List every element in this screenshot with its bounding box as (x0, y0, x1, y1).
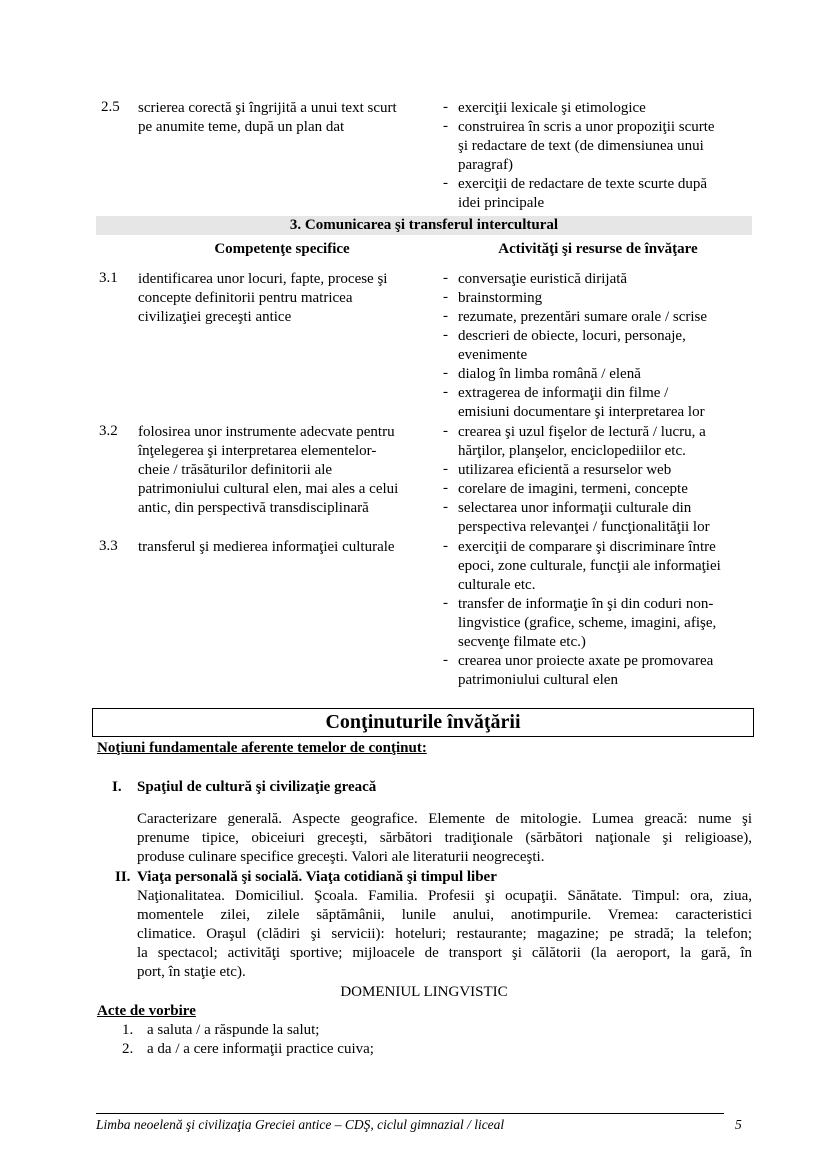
activity-line: perspectiva relevanţei / funcţionalităţii lor (458, 519, 710, 535)
domain-title: DOMENIUL LINGVISTIC (340, 984, 508, 1000)
activity-line: idei principale (458, 195, 545, 211)
page-number: 5 (735, 1117, 742, 1132)
column-header-competences: Competenţe specifice (214, 241, 350, 257)
footer-rule (96, 1113, 724, 1114)
competence-line: concepte definitorii pentru matricea (138, 290, 353, 306)
paragraph-line: climatice. Oraşul (clădiri şi servicii): hoteluri; restaurante; magazine; pe stradă; la telefon; (137, 926, 752, 942)
list-number: 1. (122, 1022, 134, 1038)
activity-line: corelare de imagini, termeni, concepte (458, 481, 688, 497)
acts-title: Acte de vorbire (97, 1003, 196, 1019)
activity-line: epoci, zone culturale, funcţii ale informaţiei (458, 558, 721, 574)
activity-line: secvenţe filmate etc.) (458, 634, 586, 650)
paragraph-line: la spectacol; activităţi sportive; mijloacele de transport şi călătorii (la aeroport, la gară, în (137, 945, 752, 961)
part-roman-numeral: I. (112, 779, 122, 795)
content-subheading: Noţiuni fundamentale aferente temelor de conţinut: (97, 740, 427, 756)
bullet-dash: - (443, 175, 448, 191)
footer-text: Limba neoelenă şi civilizaţia Greciei antice – CDŞ, ciclul gimnazial / liceal (96, 1117, 505, 1132)
bullet-dash: - (443, 384, 448, 400)
bullet-dash: - (443, 308, 448, 324)
competence-line: înţelegerea şi interpretarea elementelor- (138, 443, 377, 459)
competence-line: transferul şi medierea informaţiei culturale (138, 539, 395, 555)
activity-line: descrieri de obiecte, locuri, personaje, (458, 328, 686, 344)
bullet-dash: - (443, 499, 448, 515)
activity-line: exerciţii de comparare şi discriminare între (458, 539, 716, 555)
activity-line: lingvistice (grafice, scheme, imagini, afişe, (458, 615, 717, 631)
list-item: a saluta / a răspunde la salut; (147, 1022, 320, 1038)
paragraph-line: momentele zilei, zilele săptămânii, lunile anului, anotimpurile. Vremea: caracteristici (137, 907, 752, 923)
paragraph-line: prenume tipice, obiceiuri greceşti, sărbători tradiţionale (sărbători naţionale şi religioase), (137, 830, 752, 846)
competence-line: antic, din perspectivă transdisciplinară (138, 500, 369, 516)
competence-line: pe anumite teme, după un plan dat (138, 119, 345, 135)
row-number: 3.3 (99, 538, 118, 554)
activity-line: şi redactare de text (de dimensiunea unui (458, 138, 704, 154)
competence-line: cheie / trăsăturilor definitorii ale (138, 462, 333, 478)
activity-line: crearea unor proiecte axate pe promovarea (458, 653, 714, 669)
bullet-dash: - (443, 365, 448, 381)
bullet-dash: - (443, 327, 448, 343)
activity-line: construirea în scris a unor propoziţii scurte (458, 119, 715, 135)
competence-line: identificarea unor locuri, fapte, procese şi (138, 271, 388, 287)
row-number: 3.2 (99, 423, 118, 439)
activity-line: culturale etc. (458, 577, 536, 593)
activity-line: extragerea de informaţii din filme / (458, 385, 669, 401)
column-header-activities: Activităţi şi resurse de învăţare (498, 241, 698, 257)
content-heading: Conţinuturile învăţării (325, 711, 521, 733)
paragraph-line: port, în staţie etc). (137, 964, 246, 980)
activity-line: patrimoniului cultural elen (458, 672, 618, 688)
competence-line: folosirea unor instrumente adecvate pentru (138, 424, 395, 440)
activity-line: exerciţii de redactare de texte scurte după (458, 176, 708, 192)
row-number: 3.1 (99, 270, 118, 286)
list-item: a da / a cere informaţii practice cuiva; (147, 1041, 374, 1057)
activity-line: crearea şi uzul fişelor de lectură / lucru, a (458, 424, 706, 440)
competence-line: patrimoniului cultural elen, mai ales a celui (138, 481, 399, 497)
activity-line: exerciţii lexicale şi etimologice (458, 100, 646, 116)
activity-line: paragraf) (458, 157, 513, 173)
bullet-dash: - (443, 118, 448, 134)
section-title: 3. Comunicarea şi transferul intercultural (289, 217, 559, 233)
activity-line: utilizarea eficientă a resurselor web (458, 462, 672, 478)
bullet-dash: - (443, 289, 448, 305)
bullet-dash: - (443, 423, 448, 439)
bullet-dash: - (443, 480, 448, 496)
part-title: Viaţa personală şi socială. Viaţa cotidiană şi timpul liber (137, 869, 497, 885)
competence-line: scrierea corectă şi îngrijită a unui text scurt (138, 100, 397, 116)
part-title: Spaţiul de cultură şi civilizaţie greacă (137, 779, 377, 795)
activity-line: conversaţie euristică dirijată (458, 271, 628, 287)
paragraph-line: produse culinare specifice greceşti. Valori ale literaturii neogreceşti. (137, 849, 545, 865)
competence-line: civilizaţiei greceşti antice (138, 309, 292, 325)
paragraph-line: Naţionalitatea. Domiciliul. Şcoala. Familia. Profesii şi ocupaţii. Sănătate. Timpul: ora, ziua, (137, 888, 752, 904)
activity-line: rezumate, prezentări sumare orale / scrise (458, 309, 708, 325)
activity-line: brainstorming (458, 290, 543, 306)
activity-line: evenimente (458, 347, 528, 363)
activity-line: emisiuni documentare şi interpretarea lor (458, 404, 705, 420)
bullet-dash: - (443, 652, 448, 668)
bullet-dash: - (443, 595, 448, 611)
part-roman-numeral: II. (115, 869, 131, 885)
list-number: 2. (122, 1041, 134, 1057)
paragraph-line: Caracterizare generală. Aspecte geografice. Elemente de mitologie. Lumea greacă: nume şi (137, 811, 752, 827)
row-number: 2.5 (101, 99, 120, 115)
activity-line: hărţilor, planşelor, enciclopediilor etc. (458, 443, 686, 459)
bullet-dash: - (443, 99, 448, 115)
activity-line: dialog în limba română / elenă (458, 366, 641, 382)
activity-line: transfer de informaţie în şi din coduri non- (458, 596, 714, 612)
activity-line: selectarea unor informaţii culturale din (458, 500, 692, 516)
bullet-dash: - (443, 270, 448, 286)
bullet-dash: - (443, 461, 448, 477)
bullet-dash: - (443, 538, 448, 554)
